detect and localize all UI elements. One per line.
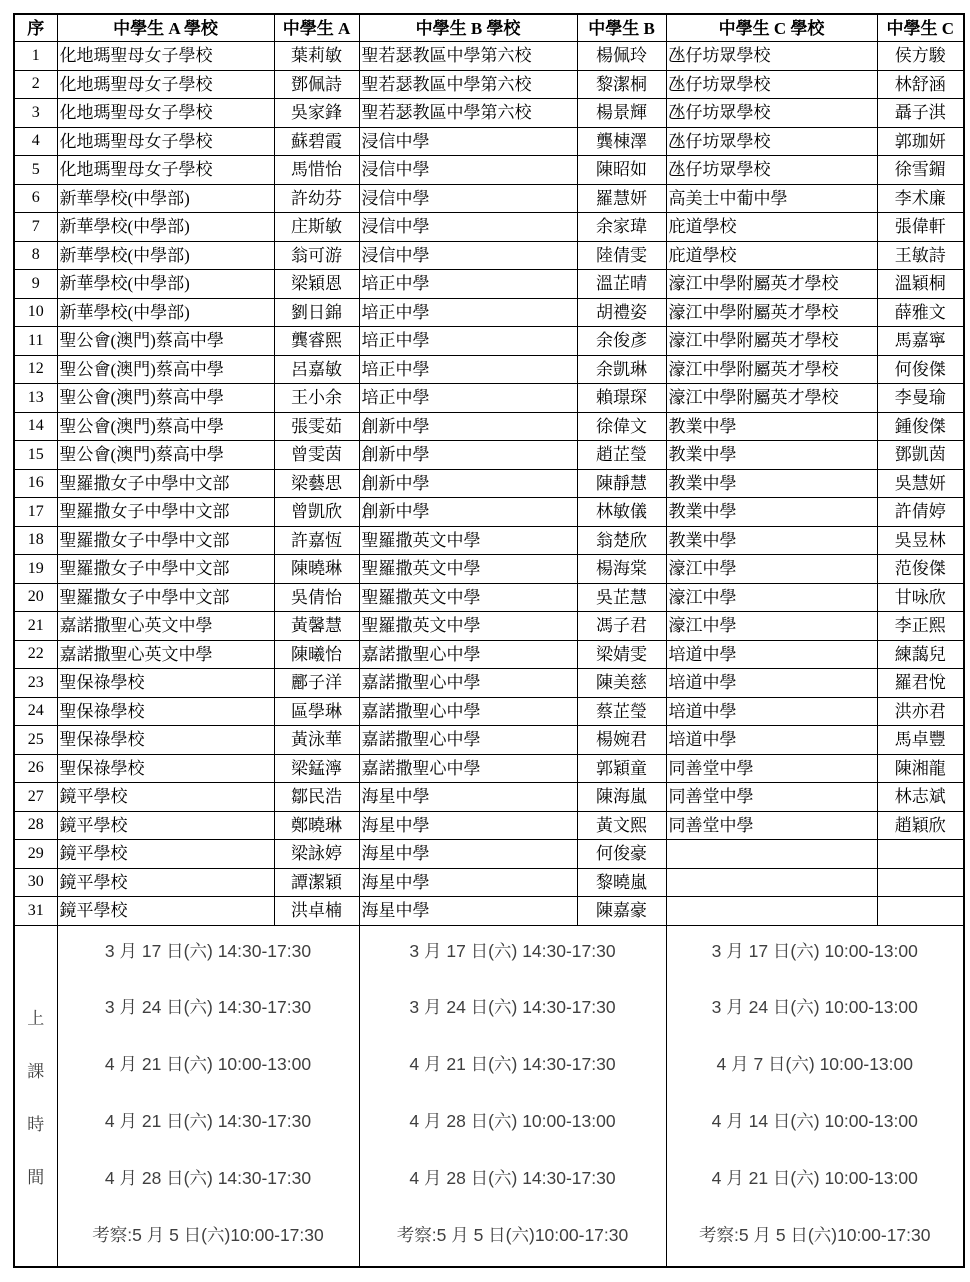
cell-r21-c4: 聖羅撒英文中學 (359, 612, 577, 641)
schedule-line: 4 月 28 日(六) 10:00-13:00 (409, 1111, 616, 1132)
cell-r31-c7 (877, 897, 964, 926)
cell-r26-c1: 26 (14, 754, 57, 783)
cell-r27-c1: 27 (14, 783, 57, 812)
table-row (14, 327, 964, 356)
cell-r22-c4: 嘉諾撒聖心中學 (359, 640, 577, 669)
schedule-line: 4 月 28 日(六) 14:30-17:30 (104, 1168, 312, 1189)
table-row (14, 754, 964, 783)
cell-r20-c4: 聖羅撒英文中學 (359, 583, 577, 612)
cell-r14-c4: 創新中學 (359, 412, 577, 441)
cell-r27-c7: 林志斌 (877, 783, 964, 812)
cell-r6-c7: 李术廉 (877, 184, 964, 213)
cell-r20-c7: 甘咏欣 (877, 583, 964, 612)
table-row (14, 99, 964, 128)
cell-r30-c7 (877, 868, 964, 897)
cell-r11-c6: 濠江中學附屬英才學校 (666, 327, 877, 356)
cell-r2-c7: 林舒涵 (877, 70, 964, 99)
cell-r26-c4: 嘉諾撒聖心中學 (359, 754, 577, 783)
cell-r4-c3: 蘇碧霞 (274, 127, 359, 156)
cell-r16-c7: 吳慧妍 (877, 469, 964, 498)
table-row (14, 70, 964, 99)
cell-r13-c3: 王小余 (274, 384, 359, 413)
schedule-line: 4 月 21 日(六) 14:30-17:30 (104, 1111, 312, 1132)
cell-r3-c4: 聖若瑟教區中學第六校 (359, 99, 577, 128)
cell-r16-c2: 聖羅撒女子中學中文部 (57, 469, 274, 498)
cell-r31-c1: 31 (14, 897, 57, 926)
cell-r16-c5: 陳靜慧 (577, 469, 666, 498)
schedule-line: 考察:5 月 5 日(六)10:00-17:30 (92, 1224, 324, 1245)
table-row (14, 213, 964, 242)
table-row (14, 127, 964, 156)
cell-r7-c1: 7 (14, 213, 57, 242)
cell-r13-c6: 濠江中學附屬英才學校 (666, 384, 877, 413)
cell-r24-c3: 區學琳 (274, 697, 359, 726)
cell-r29-c1: 29 (14, 840, 57, 869)
cell-r8-c1: 8 (14, 241, 57, 270)
schedule-line: 4 月 28 日(六) 14:30-17:30 (409, 1168, 616, 1189)
cell-r26-c6: 同善堂中學 (666, 754, 877, 783)
cell-r23-c7: 羅君悅 (877, 669, 964, 698)
cell-r21-c1: 21 (14, 612, 57, 641)
cell-r25-c6: 培道中學 (666, 726, 877, 755)
cell-r4-c7: 郭珈妍 (877, 127, 964, 156)
cell-r21-c7: 李正熙 (877, 612, 964, 641)
table-row (14, 384, 964, 413)
schedule-line: 考察:5 月 5 日(六)10:00-17:30 (699, 1224, 931, 1245)
cell-r7-c2: 新華學校(中學部) (57, 213, 274, 242)
cell-r1-c6: 氹仔坊眾學校 (666, 42, 877, 71)
cell-r24-c7: 洪亦君 (877, 697, 964, 726)
cell-r17-c4: 創新中學 (359, 498, 577, 527)
table-row (14, 298, 964, 327)
cell-r31-c3: 洪卓楠 (274, 897, 359, 926)
table-row (14, 612, 964, 641)
cell-r19-c5: 楊海棠 (577, 555, 666, 584)
table-row (14, 669, 964, 698)
cell-r21-c3: 黃馨慧 (274, 612, 359, 641)
cell-r8-c6: 庇道學校 (666, 241, 877, 270)
cell-r12-c6: 濠江中學附屬英才學校 (666, 355, 877, 384)
cell-r11-c2: 聖公會(澳門)蔡高中學 (57, 327, 274, 356)
cell-r6-c6: 高美士中葡中學 (666, 184, 877, 213)
schedule-cell-group-b (359, 925, 666, 1267)
cell-r5-c1: 5 (14, 156, 57, 185)
cell-r4-c2: 化地瑪聖母女子學校 (57, 127, 274, 156)
cell-r29-c2: 鏡平學校 (57, 840, 274, 869)
cell-r2-c6: 氹仔坊眾學校 (666, 70, 877, 99)
cell-r18-c5: 翁楚欣 (577, 526, 666, 555)
cell-r9-c5: 溫芷晴 (577, 270, 666, 299)
cell-r26-c7: 陳湘龍 (877, 754, 964, 783)
cell-r27-c4: 海星中學 (359, 783, 577, 812)
cell-r9-c1: 9 (14, 270, 57, 299)
cell-r19-c3: 陳曉琳 (274, 555, 359, 584)
cell-r27-c3: 鄒民浩 (274, 783, 359, 812)
cell-r22-c5: 梁婧雯 (577, 640, 666, 669)
students-schedule-table (13, 13, 965, 1268)
table-row (14, 498, 964, 527)
cell-r5-c5: 陳昭如 (577, 156, 666, 185)
table-row (14, 241, 964, 270)
cell-r11-c3: 龔睿熙 (274, 327, 359, 356)
table-row (14, 441, 964, 470)
schedule-list-group-a (58, 926, 359, 1266)
cell-r1-c2: 化地瑪聖母女子學校 (57, 42, 274, 71)
cell-r11-c5: 余俊彥 (577, 327, 666, 356)
cell-r20-c6: 濠江中學 (666, 583, 877, 612)
table-row (14, 583, 964, 612)
cell-r14-c1: 14 (14, 412, 57, 441)
schedule-line: 4 月 14 日(六) 10:00-13:00 (711, 1111, 918, 1132)
cell-r17-c7: 許倩婷 (877, 498, 964, 527)
cell-r26-c5: 郭穎童 (577, 754, 666, 783)
table-row (14, 42, 964, 71)
cell-r15-c4: 創新中學 (359, 441, 577, 470)
cell-r9-c4: 培正中學 (359, 270, 577, 299)
cell-r25-c3: 黃泳華 (274, 726, 359, 755)
cell-r12-c1: 12 (14, 355, 57, 384)
cell-r30-c6 (666, 868, 877, 897)
cell-r27-c5: 陳海嵐 (577, 783, 666, 812)
cell-r19-c4: 聖羅撒英文中學 (359, 555, 577, 584)
cell-r5-c3: 馬惜怡 (274, 156, 359, 185)
cell-r4-c5: 龔棟澤 (577, 127, 666, 156)
cell-r14-c2: 聖公會(澳門)蔡高中學 (57, 412, 274, 441)
cell-r14-c6: 教業中學 (666, 412, 877, 441)
cell-r28-c7: 趙穎欣 (877, 811, 964, 840)
cell-r15-c3: 曾雯茵 (274, 441, 359, 470)
cell-r4-c4: 浸信中學 (359, 127, 577, 156)
column-header-4: 中學生 B 學校 (359, 14, 577, 42)
cell-r2-c5: 黎潔桐 (577, 70, 666, 99)
cell-r7-c3: 庄斯敏 (274, 213, 359, 242)
cell-r5-c6: 氹仔坊眾學校 (666, 156, 877, 185)
cell-r10-c7: 薛雅文 (877, 298, 964, 327)
cell-r3-c7: 聶子淇 (877, 99, 964, 128)
cell-r7-c7: 張偉軒 (877, 213, 964, 242)
cell-r14-c7: 鍾俊傑 (877, 412, 964, 441)
schedule-list-group-b (360, 926, 666, 1266)
cell-r3-c1: 3 (14, 99, 57, 128)
table-footer (14, 925, 964, 1267)
class-time-label-char: 間 (27, 1167, 45, 1187)
table-row (14, 726, 964, 755)
class-time-label-char: 時 (27, 1114, 45, 1134)
cell-r25-c2: 聖保祿學校 (57, 726, 274, 755)
table-row (14, 412, 964, 441)
cell-r18-c1: 18 (14, 526, 57, 555)
cell-r15-c1: 15 (14, 441, 57, 470)
cell-r4-c1: 4 (14, 127, 57, 156)
cell-r9-c2: 新華學校(中學部) (57, 270, 274, 299)
class-time-label-char: 課 (27, 1061, 45, 1081)
cell-r25-c4: 嘉諾撒聖心中學 (359, 726, 577, 755)
schedule-row (14, 925, 964, 1267)
cell-r18-c3: 許嘉恆 (274, 526, 359, 555)
schedule-line: 考察:5 月 5 日(六)10:00-17:30 (396, 1224, 629, 1245)
table-row (14, 840, 964, 869)
table-row (14, 897, 964, 926)
cell-r3-c6: 氹仔坊眾學校 (666, 99, 877, 128)
cell-r11-c1: 11 (14, 327, 57, 356)
schedule-line: 4 月 21 日(六) 10:00-13:00 (104, 1054, 312, 1075)
cell-r13-c2: 聖公會(澳門)蔡高中學 (57, 384, 274, 413)
cell-r29-c5: 何俊豪 (577, 840, 666, 869)
schedule-line: 4 月 7 日(六) 10:00-13:00 (716, 1054, 913, 1075)
cell-r7-c5: 余家瑋 (577, 213, 666, 242)
cell-r17-c6: 教業中學 (666, 498, 877, 527)
cell-r9-c3: 梁穎恩 (274, 270, 359, 299)
cell-r7-c4: 浸信中學 (359, 213, 577, 242)
cell-r19-c7: 范俊傑 (877, 555, 964, 584)
table-row (14, 156, 964, 185)
cell-r6-c1: 6 (14, 184, 57, 213)
cell-r2-c3: 鄧佩詩 (274, 70, 359, 99)
cell-r12-c4: 培正中學 (359, 355, 577, 384)
cell-r9-c6: 濠江中學附屬英才學校 (666, 270, 877, 299)
cell-r8-c7: 王敏詩 (877, 241, 964, 270)
cell-r24-c4: 嘉諾撒聖心中學 (359, 697, 577, 726)
cell-r13-c5: 賴璟琛 (577, 384, 666, 413)
cell-r29-c4: 海星中學 (359, 840, 577, 869)
column-header-7: 中學生 C (877, 14, 964, 42)
cell-r2-c4: 聖若瑟教區中學第六校 (359, 70, 577, 99)
cell-r19-c1: 19 (14, 555, 57, 584)
cell-r10-c3: 劉日錦 (274, 298, 359, 327)
cell-r9-c7: 溫穎桐 (877, 270, 964, 299)
cell-r3-c2: 化地瑪聖母女子學校 (57, 99, 274, 128)
cell-r28-c5: 黃文熙 (577, 811, 666, 840)
cell-r28-c2: 鏡平學校 (57, 811, 274, 840)
cell-r22-c3: 陳曦怡 (274, 640, 359, 669)
schedule-line: 3 月 17 日(六) 14:30-17:30 (409, 940, 616, 961)
table-row (14, 783, 964, 812)
cell-r24-c1: 24 (14, 697, 57, 726)
cell-r30-c4: 海星中學 (359, 868, 577, 897)
cell-r6-c2: 新華學校(中學部) (57, 184, 274, 213)
cell-r4-c6: 氹仔坊眾學校 (666, 127, 877, 156)
cell-r22-c7: 練藹兒 (877, 640, 964, 669)
header-row (14, 14, 964, 42)
cell-r7-c6: 庇道學校 (666, 213, 877, 242)
cell-r21-c2: 嘉諾撒聖心英文中學 (57, 612, 274, 641)
cell-r1-c4: 聖若瑟教區中學第六校 (359, 42, 577, 71)
cell-r8-c5: 陸倩雯 (577, 241, 666, 270)
schedule-row-label-cell (14, 925, 57, 1267)
table-row (14, 868, 964, 897)
cell-r15-c2: 聖公會(澳門)蔡高中學 (57, 441, 274, 470)
cell-r17-c2: 聖羅撒女子中學中文部 (57, 498, 274, 527)
cell-r20-c1: 20 (14, 583, 57, 612)
cell-r29-c7 (877, 840, 964, 869)
cell-r28-c6: 同善堂中學 (666, 811, 877, 840)
schedule-cell-group-a (57, 925, 359, 1267)
cell-r1-c3: 葉莉敏 (274, 42, 359, 71)
cell-r1-c7: 侯方駿 (877, 42, 964, 71)
cell-r13-c7: 李曼瑜 (877, 384, 964, 413)
schedule-line: 3 月 24 日(六) 14:30-17:30 (104, 997, 312, 1018)
cell-r22-c6: 培道中學 (666, 640, 877, 669)
cell-r28-c1: 28 (14, 811, 57, 840)
cell-r12-c2: 聖公會(澳門)蔡高中學 (57, 355, 274, 384)
column-header-3: 中學生 A (274, 14, 359, 42)
cell-r10-c4: 培正中學 (359, 298, 577, 327)
column-header-5: 中學生 B (577, 14, 666, 42)
table-row (14, 184, 964, 213)
cell-r5-c7: 徐雪鎇 (877, 156, 964, 185)
cell-r3-c3: 吳家鋒 (274, 99, 359, 128)
cell-r1-c5: 楊佩玲 (577, 42, 666, 71)
cell-r19-c2: 聖羅撒女子中學中文部 (57, 555, 274, 584)
cell-r31-c4: 海星中學 (359, 897, 577, 926)
cell-r3-c5: 楊景輝 (577, 99, 666, 128)
schedule-line: 3 月 24 日(六) 10:00-13:00 (711, 997, 918, 1018)
cell-r6-c5: 羅慧妍 (577, 184, 666, 213)
cell-r28-c3: 鄭曉琳 (274, 811, 359, 840)
cell-r12-c5: 余凱琳 (577, 355, 666, 384)
cell-r17-c1: 17 (14, 498, 57, 527)
cell-r26-c3: 梁錳濘 (274, 754, 359, 783)
cell-r10-c1: 10 (14, 298, 57, 327)
table-row (14, 270, 964, 299)
cell-r25-c5: 楊婉君 (577, 726, 666, 755)
cell-r16-c1: 16 (14, 469, 57, 498)
cell-r13-c4: 培正中學 (359, 384, 577, 413)
cell-r31-c5: 陳嘉豪 (577, 897, 666, 926)
cell-r19-c6: 濠江中學 (666, 555, 877, 584)
table-body (14, 42, 964, 926)
cell-r20-c5: 吳芷慧 (577, 583, 666, 612)
column-header-2: 中學生 A 學校 (57, 14, 274, 42)
cell-r15-c7: 鄧凱茵 (877, 441, 964, 470)
table-header (14, 14, 964, 42)
cell-r23-c1: 23 (14, 669, 57, 698)
cell-r2-c2: 化地瑪聖母女子學校 (57, 70, 274, 99)
cell-r24-c2: 聖保祿學校 (57, 697, 274, 726)
schedule-line: 3 月 17 日(六) 10:00-13:00 (711, 940, 918, 961)
cell-r25-c1: 25 (14, 726, 57, 755)
cell-r30-c3: 譚潔穎 (274, 868, 359, 897)
table-row (14, 469, 964, 498)
cell-r23-c5: 陳美慈 (577, 669, 666, 698)
cell-r18-c7: 吳昱林 (877, 526, 964, 555)
cell-r12-c3: 呂嘉敏 (274, 355, 359, 384)
cell-r8-c4: 浸信中學 (359, 241, 577, 270)
cell-r23-c2: 聖保祿學校 (57, 669, 274, 698)
cell-r24-c5: 蔡芷瑩 (577, 697, 666, 726)
cell-r22-c2: 嘉諾撒聖心英文中學 (57, 640, 274, 669)
cell-r13-c1: 13 (14, 384, 57, 413)
cell-r20-c3: 吳倩怡 (274, 583, 359, 612)
table-row (14, 555, 964, 584)
cell-r10-c6: 濠江中學附屬英才學校 (666, 298, 877, 327)
cell-r2-c1: 2 (14, 70, 57, 99)
cell-r30-c5: 黎曉嵐 (577, 868, 666, 897)
schedule-line: 4 月 21 日(六) 14:30-17:30 (409, 1054, 616, 1075)
schedule-line: 4 月 21 日(六) 10:00-13:00 (711, 1168, 918, 1189)
cell-r17-c5: 林敏儀 (577, 498, 666, 527)
cell-r14-c3: 張雯茹 (274, 412, 359, 441)
cell-r10-c5: 胡禮姿 (577, 298, 666, 327)
cell-r6-c4: 浸信中學 (359, 184, 577, 213)
schedule-line: 3 月 24 日(六) 14:30-17:30 (409, 997, 616, 1018)
cell-r8-c2: 新華學校(中學部) (57, 241, 274, 270)
cell-r18-c6: 教業中學 (666, 526, 877, 555)
cell-r24-c6: 培道中學 (666, 697, 877, 726)
cell-r21-c6: 濠江中學 (666, 612, 877, 641)
cell-r23-c4: 嘉諾撒聖心中學 (359, 669, 577, 698)
cell-r23-c6: 培道中學 (666, 669, 877, 698)
table-row (14, 640, 964, 669)
cell-r8-c3: 翁可游 (274, 241, 359, 270)
cell-r28-c4: 海星中學 (359, 811, 577, 840)
cell-r14-c5: 徐偉文 (577, 412, 666, 441)
cell-r10-c2: 新華學校(中學部) (57, 298, 274, 327)
cell-r29-c3: 梁詠婷 (274, 840, 359, 869)
cell-r17-c3: 曾凱欣 (274, 498, 359, 527)
cell-r27-c2: 鏡平學校 (57, 783, 274, 812)
cell-r22-c1: 22 (14, 640, 57, 669)
cell-r15-c5: 趙芷瑩 (577, 441, 666, 470)
schedule-list-group-c (667, 926, 964, 1266)
cell-r30-c1: 30 (14, 868, 57, 897)
cell-r18-c2: 聖羅撒女子中學中文部 (57, 526, 274, 555)
table-row (14, 526, 964, 555)
cell-r29-c6 (666, 840, 877, 869)
cell-r5-c4: 浸信中學 (359, 156, 577, 185)
cell-r16-c4: 創新中學 (359, 469, 577, 498)
column-header-1: 序 (14, 14, 57, 42)
cell-r5-c2: 化地瑪聖母女子學校 (57, 156, 274, 185)
cell-r31-c2: 鏡平學校 (57, 897, 274, 926)
cell-r11-c4: 培正中學 (359, 327, 577, 356)
cell-r18-c4: 聖羅撒英文中學 (359, 526, 577, 555)
cell-r23-c3: 酈子洋 (274, 669, 359, 698)
cell-r25-c7: 馬卓豐 (877, 726, 964, 755)
table-row (14, 697, 964, 726)
cell-r11-c7: 馬嘉寧 (877, 327, 964, 356)
schedule-cell-group-c (666, 925, 964, 1267)
cell-r21-c5: 馮子君 (577, 612, 666, 641)
cell-r16-c6: 教業中學 (666, 469, 877, 498)
cell-r16-c3: 梁藝思 (274, 469, 359, 498)
cell-r6-c3: 許幼芬 (274, 184, 359, 213)
cell-r1-c1: 1 (14, 42, 57, 71)
column-header-6: 中學生 C 學校 (666, 14, 877, 42)
class-time-vertical-label (15, 926, 57, 1266)
class-time-label-char: 上 (27, 1008, 45, 1028)
table-row (14, 355, 964, 384)
cell-r20-c2: 聖羅撒女子中學中文部 (57, 583, 274, 612)
cell-r30-c2: 鏡平學校 (57, 868, 274, 897)
cell-r27-c6: 同善堂中學 (666, 783, 877, 812)
schedule-line: 3 月 17 日(六) 14:30-17:30 (104, 940, 312, 961)
table-row (14, 811, 964, 840)
cell-r31-c6 (666, 897, 877, 926)
cell-r12-c7: 何俊傑 (877, 355, 964, 384)
cell-r15-c6: 教業中學 (666, 441, 877, 470)
cell-r26-c2: 聖保祿學校 (57, 754, 274, 783)
